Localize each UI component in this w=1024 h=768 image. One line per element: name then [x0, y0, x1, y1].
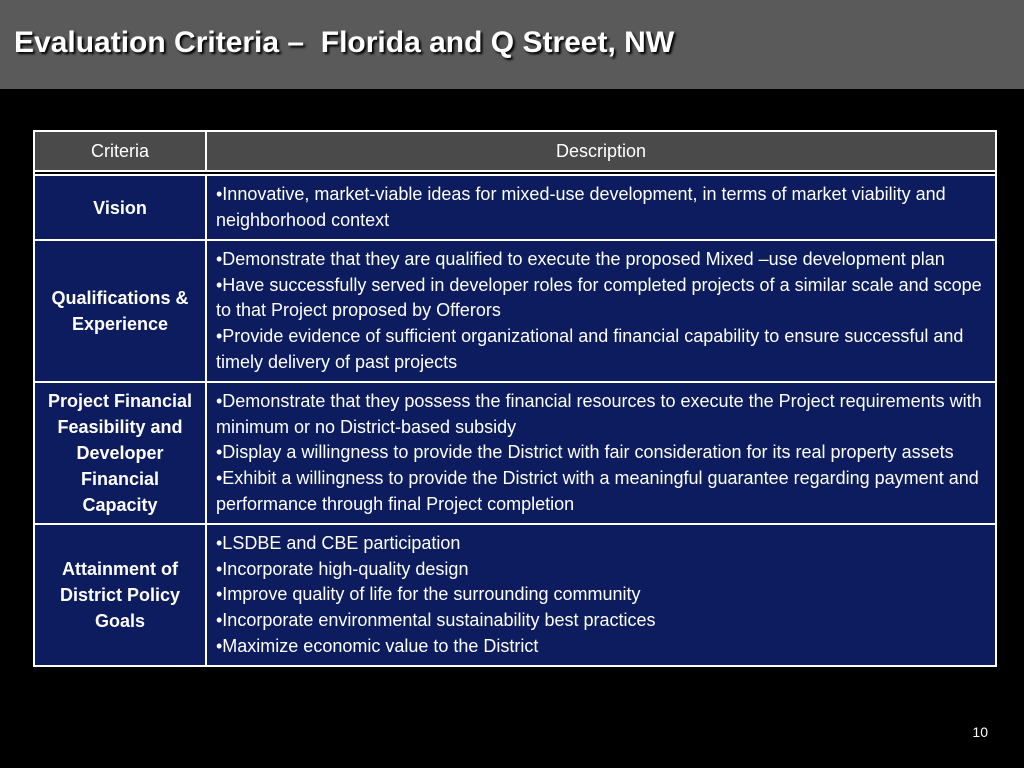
title-bar: [0, 0, 1024, 89]
table-row-policy-goals: [34, 524, 996, 666]
criteria-cell: Attainment of District Policy Goals: [34, 524, 206, 666]
criteria-cell: Project Financial Feasibility and Developer Financial Capacity: [34, 382, 206, 524]
description-bullet: •Exhibit a willingness to provide the District with a meaningful guarantee regarding payment and performance through final Project completion: [216, 467, 979, 514]
table-header-row: [34, 131, 996, 171]
description-bullet: •Incorporate environmental sustainability best practices: [216, 609, 656, 630]
criteria-cell: Qualifications & Experience: [34, 240, 206, 382]
header-criteria: Criteria: [34, 131, 206, 171]
criteria-table: [33, 130, 997, 667]
table-row-vision: [34, 175, 996, 240]
header-description: Description: [206, 131, 996, 171]
description-bullet: •Improve quality of life for the surrounding community: [216, 584, 641, 605]
page-number: 10: [972, 724, 988, 740]
table-row-financial: [34, 382, 996, 524]
description-bullet: •Innovative, market-viable ideas for mixed-use development, in terms of market viability and neighborhood context: [216, 184, 946, 230]
description-cell: [206, 382, 996, 524]
table-row-qualifications: [34, 240, 996, 382]
description-cell: [206, 524, 996, 666]
description-bullet: •Demonstrate that they are qualified to execute the proposed Mixed –use development plan: [216, 249, 945, 270]
criteria-cell: Vision: [34, 175, 206, 240]
description-bullet: •Maximize economic value to the District: [216, 635, 539, 656]
description-cell: [206, 240, 996, 382]
slide-title: Evaluation Criteria – Florida and Q Street, NW: [14, 26, 675, 59]
description-bullet: •Demonstrate that they possess the financial resources to execute the Project requirements with minimum or no District-based subsidy: [216, 391, 982, 437]
description-bullet: •LSDBE and CBE participation: [216, 533, 461, 554]
description-bullet: •Have successfully served in developer roles for completed projects of a similar scale and scope to that Project proposed by Offerors: [216, 274, 982, 321]
description-bullet: •Provide evidence of sufficient organizational and financial capability to ensure successful and timely delivery of past projects: [216, 325, 964, 372]
description-bullet: •Display a willingness to provide the District with fair consideration for its real property assets: [216, 442, 954, 463]
description-bullet: •Incorporate high-quality design: [216, 558, 469, 579]
description-cell: [206, 175, 996, 240]
